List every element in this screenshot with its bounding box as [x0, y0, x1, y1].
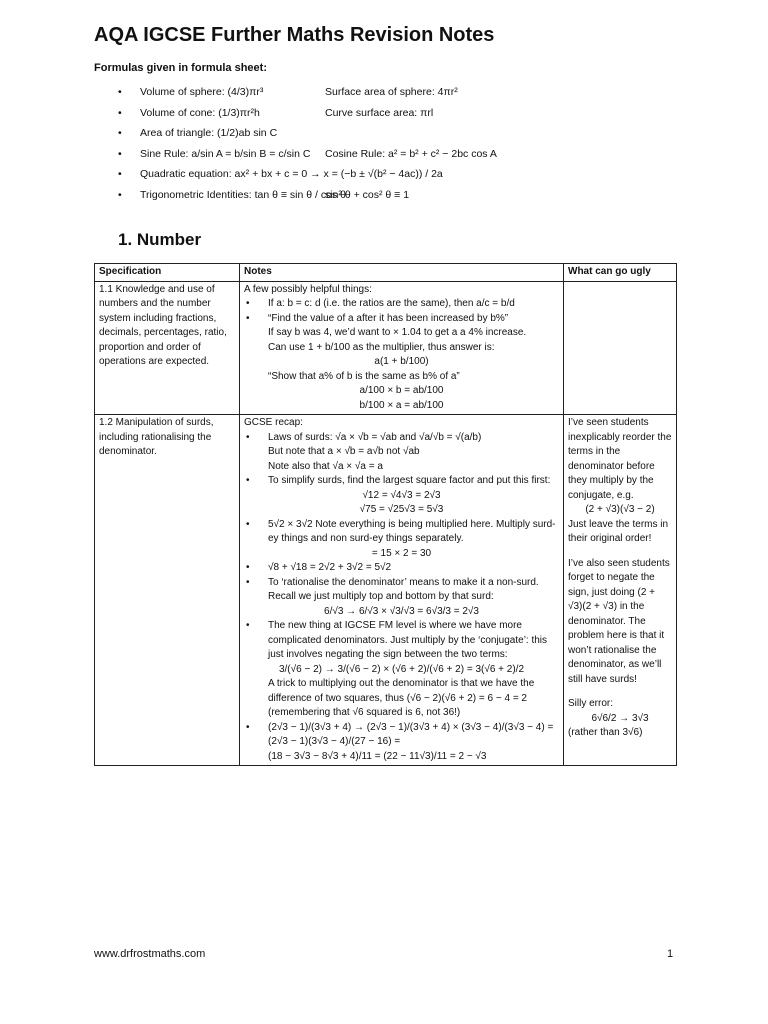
ugly-note: 6√6/2 → 3√3 — [591, 712, 649, 724]
list-item: • Laws of surds: √a × √b = √ab and √a/√b = √(a/b) — [244, 431, 559, 446]
list-item: • The new thing at IGCSE FM level is where we have more complicated denominators. Just multiply by the ‘conjugate’: this just involves negating the sign between the two terms: — [244, 619, 559, 663]
spec-cell: 1.1 Knowledge and use of numbers and the number system including fractions, decimals, percentages, ratio, proportion and order of operations are expected. — [95, 281, 240, 415]
table-header-row — [95, 264, 677, 282]
note-line: Note also that √a × √a = a — [268, 460, 383, 472]
formula-left: Trigonometric Identities: tan θ ≡ sin θ / cos θ — [140, 188, 346, 201]
formula-list — [118, 86, 678, 209]
note-line: √12 = √4√3 = 2√3 — [362, 489, 441, 501]
spacer — [568, 547, 672, 557]
bullet-icon: • — [118, 127, 122, 139]
ugly-note: Silly error: — [568, 698, 614, 709]
formula-left: Quadratic equation: ax² + bx + c = 0 → x = (−b ± √(b² − 4ac)) / 2a — [140, 168, 443, 180]
formula-left: Volume of sphere: (4/3)πr³ — [140, 86, 264, 98]
bullet-icon: • — [118, 147, 122, 160]
header-specification: Specification — [95, 264, 240, 282]
ugly-note: I’ve seen students inexplicably reorder the terms in the denominator before they multiply by the conjugate, e.g. — [568, 417, 672, 501]
formula-left: Area of triangle: (1/2)ab sin C — [140, 127, 278, 139]
specification-table — [94, 263, 677, 766]
notes-list — [244, 416, 559, 764]
formula-right: Curve surface area: πrl — [325, 106, 434, 119]
note-line: (18 − 3√3 − 8√3 + 4)/11 = (22 − 11√3)/11 = 2 − √3 — [268, 750, 487, 762]
bullet-icon: • — [118, 86, 122, 98]
formula-row — [118, 107, 678, 128]
formulas-heading: Formulas given in formula sheet: — [94, 62, 267, 74]
note-line: 3/(√6 − 2) → 3/(√6 − 2) × (√6 + 2)/(√6 + 2) = 3(√6 + 2)/2 — [278, 663, 525, 675]
note-line: √75 = √25√3 = 5√3 — [359, 504, 444, 515]
formula-right: sin² θ + cos² θ ≡ 1 — [325, 188, 410, 201]
ugly-note: (2 + √3)(√3 − 2) — [585, 504, 655, 515]
header-notes: Notes — [240, 264, 564, 282]
formula-row — [118, 148, 678, 169]
formula-left: Volume of cone: (1/3)πr²h — [140, 106, 260, 119]
note-line: = 15 × 2 = 30 — [371, 547, 432, 559]
formula-row — [118, 127, 678, 148]
notes-cell — [240, 281, 564, 415]
note-line: A trick to multiplying out the denominator is that we have the difference of two squares, thus (√6 − 2)(√6 + 2) = 6 − 4 = 2 (remembering that √6 squared is 6, not 36!) — [268, 678, 535, 718]
list-item: • “Find the value of a after it has been increased by b%” — [244, 312, 559, 327]
note-line: a(1 + b/100) — [374, 356, 429, 367]
bullet-icon: • — [118, 106, 122, 119]
formula-right: Cosine Rule: a² = b² + c² − 2bc cos A — [325, 147, 497, 160]
formula-row — [118, 168, 678, 189]
ugly-cell — [564, 281, 677, 415]
list-item: • To ‘rationalise the denominator’ means to make it a non-surd. Recall we just multiply top and bottom by that surd: — [244, 576, 559, 605]
formula-row — [118, 86, 678, 107]
footer-website: www.drfrostmaths.com — [94, 948, 206, 960]
ugly-note: Just leave the terms in their original order! — [568, 518, 669, 544]
note-line: “Show that a% of b is the same as b% of a” — [268, 370, 460, 382]
spec-cell: 1.2 Manipulation of surds, including rationalising the denominator. — [95, 415, 240, 766]
note-line: But note that a × √b = a√b not √ab — [268, 446, 420, 457]
notes-list — [244, 283, 559, 414]
page-number: 1 — [667, 948, 674, 960]
spacer — [568, 687, 672, 697]
section-title: 1. Number — [118, 230, 202, 249]
note-line: GCSE recap: — [244, 417, 303, 428]
list-item: • (2√3 − 1)/(3√3 + 4) → (2√3 − 1)/(3√3 + 4) × (3√3 − 4)/(3√3 − 4) = (2√3 − 1)(3√3 − 4)/(27 − 16) = — [244, 721, 559, 750]
list-item: • √8 + √18 = 2√2 + 3√2 = 5√2 — [244, 561, 559, 576]
note-line: 6/√3 → 6/√3 × √3/√3 = 6√3/3 = 2√3 — [324, 605, 479, 617]
document-title: AQA IGCSE Further Maths Revision Notes — [94, 24, 495, 46]
list-item: • To simplify surds, find the largest square factor and put this first: — [244, 474, 559, 489]
note-line: b/100 × a = ab/100 — [359, 399, 444, 411]
ugly-note: (rather than 3√6) — [568, 727, 643, 738]
header-what-can-go-ugly: What can go ugly — [564, 264, 677, 282]
table-row — [95, 415, 677, 766]
formula-row — [118, 189, 678, 210]
ugly-note: I’ve also seen students forget to negate the sign, just doing (2 + √3)(2 + √3) in the denominator. The problem here is that it won’t rationalise the denominator, as we’ll still have surds! — [568, 557, 670, 685]
note-line: If say b was 4, we’d want to × 1.04 to get a a 4% increase. — [268, 327, 527, 338]
formula-right: Surface area of sphere: 4πr² — [325, 86, 458, 98]
note-line: A few possibly helpful things: — [244, 283, 372, 295]
note-line: a/100 × b = ab/100 — [359, 385, 444, 396]
notes-cell — [240, 415, 564, 766]
bullet-icon: • — [118, 168, 122, 180]
ugly-cell — [564, 415, 677, 766]
formula-left: Sine Rule: a/sin A = b/sin B = c/sin C — [140, 147, 311, 160]
note-line: Can use 1 + b/100 as the multiplier, thus answer is: — [268, 341, 495, 353]
bullet-icon: • — [118, 188, 122, 201]
list-item: • If a: b = c: d (i.e. the ratios are the same), then a/c = b/d — [244, 297, 559, 312]
list-item: • 5√2 × 3√2 Note everything is being multiplied here. Multiply surd-ey things and non surd-ey things separately. — [244, 518, 559, 547]
table-row — [95, 281, 677, 415]
